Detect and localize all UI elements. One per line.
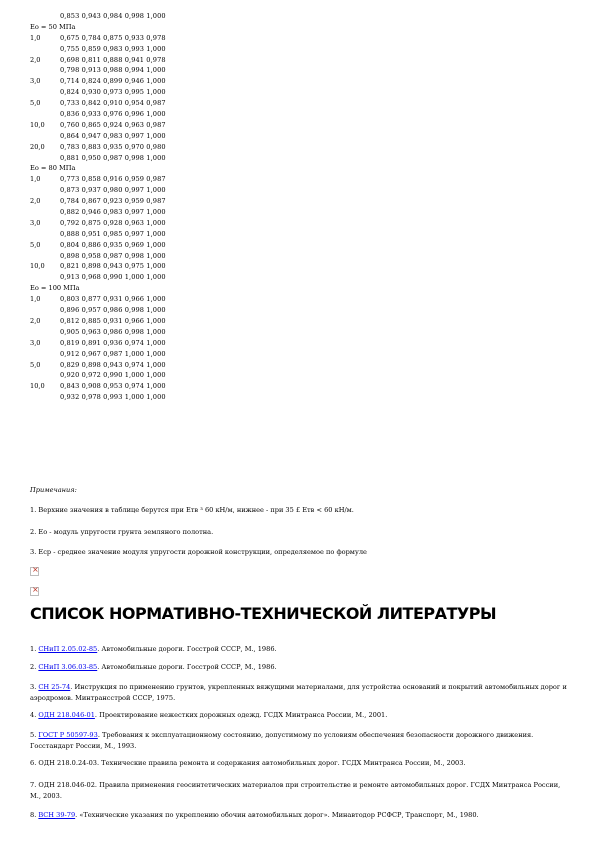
reference-number: 8. [30,811,39,819]
broken-image-icon [30,567,39,576]
reference-text: . Требования к эксплуатационному состоянию, допустимому по условиям обеспечения безопасности дорожного движения. Госстандарт России, М., 1993. [30,731,534,750]
table-cell-label: 10,0 [30,262,45,271]
table-cell-values: 0,873 0,937 0,980 0,997 1,000 [60,186,166,195]
table-cell-values: 0,913 0,968 0,990 1,000 1,000 [60,273,166,282]
reference-text: . Автомобильные дороги. Госстрой СССР, М., 1986. [97,663,277,671]
table-row [30,120,330,131]
reference-item [30,810,570,821]
reference-item [30,730,570,751]
table-row [30,316,330,327]
note-item-2: 2. Eo - модуль упругости грунта земляного полотна. [30,528,214,536]
reference-text: ОДН 218.0.24-03. Технические правила ремонта и содержания автомобильных дорог. ГСДХ Минтранса России, М., 2003. [38,759,466,767]
table-cell-label: 1,0 [30,175,41,184]
table-cell-values: 0,675 0,784 0,875 0,933 0,978 [60,33,166,42]
table-row [30,163,330,174]
table-row [30,360,330,371]
table-row [30,196,330,207]
table-cell-label: 2,0 [30,316,41,325]
table-row [30,109,330,120]
table-row [30,251,330,262]
reference-link[interactable]: СНиП 2.05.02-85 [38,645,98,653]
table-cell-label: 5,0 [30,240,41,249]
table-row [30,294,330,305]
reference-number: 3. [30,683,39,691]
table-cell-values: 0,819 0,891 0,936 0,974 1,000 [60,338,166,347]
table-cell-label: Eo = 80 МПа [30,164,76,173]
table-cell-values: 0,853 0,943 0,984 0,998 1,000 [60,12,166,20]
reference-text: . «Технические указания по укреплению обочин автомобильных дорог». Минавтодор РСФСР, Транспорт, М., 1980. [75,811,479,819]
table-row [30,11,330,22]
note-item-3: 3. Eср - среднее значение модуля упругости дорожной конструкции, определяемое по формуле [30,548,367,556]
table-row [30,76,330,87]
table-row [30,22,330,33]
table-row [30,218,330,229]
reference-text: . Проектирование нежестких дорожных одежд. ГСДХ Минтранса России, М., 2001. [94,711,388,719]
table-cell-label: 5,0 [30,360,41,369]
reference-item [30,758,570,769]
table-cell-values: 0,714 0,824 0,899 0,946 1,000 [60,77,166,86]
table-cell-values: 0,898 0,958 0,987 0,998 1,000 [60,251,166,260]
table-cell-label: 3,0 [30,77,41,86]
table-row [30,240,330,251]
reference-item [30,710,570,721]
table-cell-values: 0,804 0,886 0,935 0,969 1,000 [60,240,166,249]
table-row [30,55,330,66]
note-item-1: 1. Верхние значения в таблице берутся при Eтв ³ 60 кН/м, нижнее - при 35 £ Eтв < 60 кН/м. [30,506,354,514]
table-cell-values: 0,783 0,883 0,935 0,970 0,980 [60,142,166,151]
reference-number: 7. [30,781,39,789]
table-cell-label: 10,0 [30,382,45,391]
notes-title: Примечания: [30,486,77,494]
table-cell-values: 0,773 0,858 0,916 0,959 0,987 [60,175,166,184]
table-cell-values: 0,905 0,963 0,986 0,998 1,000 [60,327,166,336]
table-row [30,392,330,403]
table-cell-values: 0,896 0,957 0,986 0,998 1,000 [60,306,166,315]
reference-link[interactable]: СНиП 3.06.03-85 [38,663,98,671]
table-cell-label: 3,0 [30,218,41,227]
reference-item [30,662,570,673]
table-cell-values: 0,803 0,877 0,931 0,966 1,000 [60,295,166,304]
table-cell-values: 0,836 0,933 0,976 0,996 1,000 [60,110,166,119]
table-cell-values: 0,698 0,811 0,888 0,941 0,978 [60,55,166,64]
table-row [30,327,330,338]
table-row [30,261,330,272]
reference-number: 5. [30,731,39,739]
table-cell-values: 0,882 0,946 0,983 0,997 1,000 [60,208,166,217]
table-cell-label: 3,0 [30,338,41,347]
reference-text: . Инструкция по применению грунтов, укрепленных вяжущими материалами, для устройства оснований и покрытий автомобильных дорог и аэродромов. Минтрансстрой СССР, 1975. [30,683,567,702]
table-row [30,272,330,283]
table-cell-values: 0,888 0,951 0,985 0,997 1,000 [60,229,166,238]
table-cell-values: 0,798 0,913 0,988 0,994 1,000 [60,66,166,75]
table-cell-label: Eo = 50 МПа [30,22,76,31]
coefficient-table [30,11,330,403]
reference-link[interactable]: СН 25-74 [38,683,71,691]
reference-number: 6. [30,759,39,767]
table-row [30,87,330,98]
table-cell-values: 0,829 0,898 0,943 0,974 1,000 [60,360,166,369]
table-row [30,98,330,109]
table-row [30,142,330,153]
table-row [30,207,330,218]
table-row [30,44,330,55]
table-row [30,349,330,360]
table-cell-values: 0,932 0,978 0,993 1,000 1,000 [60,393,166,402]
table-cell-values: 0,881 0,950 0,987 0,998 1,000 [60,153,166,162]
table-cell-label: 1,0 [30,33,41,42]
table-cell-values: 0,864 0,947 0,983 0,997 1,000 [60,131,166,140]
table-cell-values: 0,792 0,875 0,928 0,963 1,000 [60,218,166,227]
broken-image-icon [30,587,39,596]
reference-link[interactable]: ВСН 39-79 [38,811,76,819]
table-cell-values: 0,843 0,908 0,953 0,974 1,000 [60,382,166,391]
table-cell-label: 5,0 [30,99,41,108]
table-cell-values: 0,784 0,867 0,923 0,959 0,987 [60,197,166,206]
table-row [30,370,330,381]
table-row [30,65,330,76]
table-cell-label: 2,0 [30,55,41,64]
table-row [30,174,330,185]
reference-item [30,644,570,655]
table-cell-label: 1,0 [30,295,41,304]
table-row [30,305,330,316]
table-row [30,283,330,294]
table-cell-values: 0,760 0,865 0,924 0,963 0,987 [60,120,166,129]
reference-link[interactable]: ГОСТ Р 50597-93 [38,731,98,739]
page-heading: СПИСОК НОРМАТИВНО-ТЕХНИЧЕСКОЙ ЛИТЕРАТУРЫ [30,604,497,623]
table-cell-label: Eo = 100 МПа [30,284,80,293]
table-cell-values: 0,733 0,842 0,910 0,954 0,987 [60,99,166,108]
table-cell-values: 0,920 0,972 0,990 1,000 1,000 [60,371,166,380]
table-row [30,185,330,196]
table-cell-values: 0,912 0,967 0,987 1,000 1,000 [60,349,166,358]
reference-text: ОДН 218.046-02. Правила применения геосинтетических материалов при строительстве и ремонте автомобильных дорог. ГСДХ Минтранса России, М., 2003. [30,781,561,800]
reference-item [30,682,570,703]
table-row [30,338,330,349]
table-row [30,33,330,44]
reference-number: 2. [30,663,39,671]
reference-number: 1. [30,645,39,653]
table-row [30,229,330,240]
table-cell-values: 0,812 0,885 0,931 0,966 1,000 [60,316,166,325]
table-cell-values: 0,824 0,930 0,973 0,995 1,000 [60,88,166,97]
table-row [30,153,330,164]
table-cell-label: 20,0 [30,142,45,151]
table-cell-values: 0,755 0,859 0,983 0,993 1,000 [60,44,166,53]
reference-number: 4. [30,711,39,719]
table-row [30,131,330,142]
table-cell-label: 2,0 [30,197,41,206]
table-row [30,381,330,392]
reference-link[interactable]: ОДН 218.046-01 [38,711,95,719]
table-cell-values: 0,821 0,898 0,943 0,975 1,000 [60,262,166,271]
reference-item [30,780,570,801]
reference-text: . Автомобильные дороги. Госстрой СССР, М., 1986. [97,645,277,653]
table-cell-label: 10,0 [30,120,45,129]
